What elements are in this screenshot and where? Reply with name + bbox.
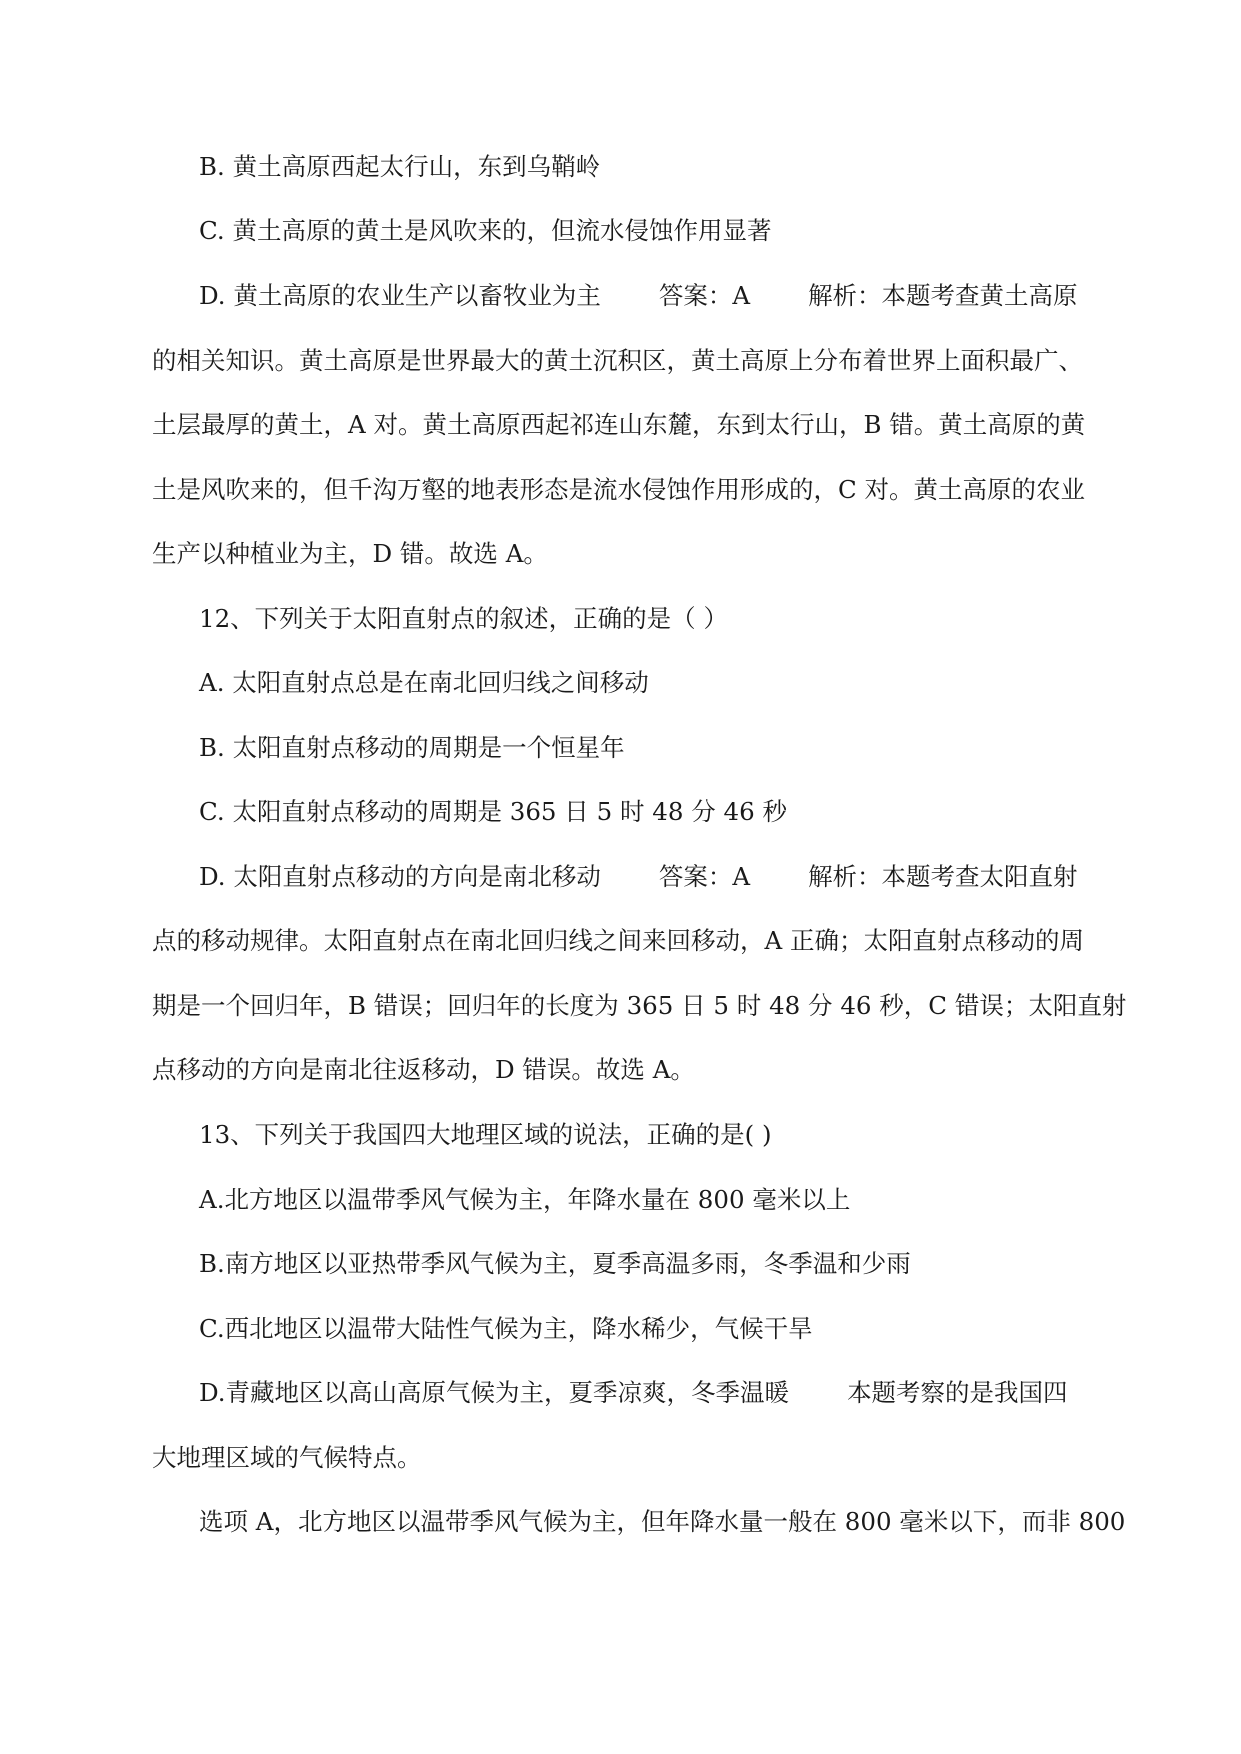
- q13-question: 13、下列关于我国四大地理区域的说法，正确的是( ): [199, 1120, 772, 1149]
- q11-answer: 答案：A: [658, 281, 751, 310]
- q12-analysis-line: 点的移动规律。太阳直射点在南北回归线之间来回移动，A 正确；太阳直射点移动的周: [152, 926, 1084, 955]
- q12-question: 12、下列关于太阳直射点的叙述，正确的是（ ）: [199, 604, 728, 633]
- q11-option-d-line: [199, 281, 1078, 310]
- q12-option-b: B. 太阳直射点移动的周期是一个恒星年: [199, 733, 625, 762]
- q12-answer: 答案：A: [658, 862, 751, 891]
- q13-option-d-line: [199, 1378, 1068, 1407]
- q11-analysis-start: 解析：本题考查黄土高原: [808, 281, 1078, 310]
- q13-analysis-start: 本题考察的是我国四: [847, 1378, 1068, 1407]
- q11-option-c: C. 黄土高原的黄土是风吹来的，但流水侵蚀作用显著: [199, 216, 772, 245]
- q13-option-d: D.青藏地区以高山高原气候为主，夏季凉爽，冬季温暖: [199, 1378, 790, 1407]
- q12-analysis-start: 解析：本题考查太阳直射: [808, 862, 1078, 891]
- q13-option-a: A.北方地区以温带季风气候为主，年降水量在 800 毫米以上: [199, 1185, 851, 1214]
- q12-analysis-line: 期是一个回归年，B 错误；回归年的长度为 365 日 5 时 48 分 46 秒，C 错误；太阳直射: [152, 991, 1127, 1020]
- q13-analysis-line: 大地理区域的气候特点。: [152, 1443, 422, 1472]
- q11-analysis-line: 的相关知识。黄土高原是世界最大的黄土沉积区，黄土高原上分布着世界上面积最广、: [152, 346, 1083, 375]
- q13-option-c: C.西北地区以温带大陆性气候为主，降水稀少，气候干旱: [199, 1314, 813, 1343]
- q11-analysis-line: 土层最厚的黄土，A 对。黄土高原西起祁连山东麓，东到太行山，B 错。黄土高原的黄: [152, 410, 1086, 439]
- q11-option-b: B. 黄土高原西起太行山，东到乌鞘岭: [199, 152, 601, 181]
- q12-option-d: D. 太阳直射点移动的方向是南北移动: [199, 862, 601, 891]
- q11-analysis-line: 土是风吹来的，但千沟万壑的地表形态是流水侵蚀作用形成的，C 对。黄土高原的农业: [152, 475, 1086, 504]
- q11-option-d: D. 黄土高原的农业生产以畜牧业为主: [199, 281, 601, 310]
- q12-option-c: C. 太阳直射点移动的周期是 365 日 5 时 48 分 46 秒: [199, 797, 787, 826]
- q12-analysis-line: 点移动的方向是南北往返移动，D 错误。故选 A。: [152, 1055, 695, 1084]
- q11-analysis-line: 生产以种植业为主，D 错。故选 A。: [152, 539, 548, 568]
- q12-option-a: A. 太阳直射点总是在南北回归线之间移动: [199, 668, 649, 697]
- q12-option-d-line: [199, 862, 1078, 891]
- q13-option-a-analysis: 选项 A，北方地区以温带季风气候为主，但年降水量一般在 800 毫米以下，而非 800: [199, 1507, 1126, 1536]
- q13-option-b: B.南方地区以亚热带季风气候为主，夏季高温多雨，冬季温和少雨: [199, 1249, 911, 1278]
